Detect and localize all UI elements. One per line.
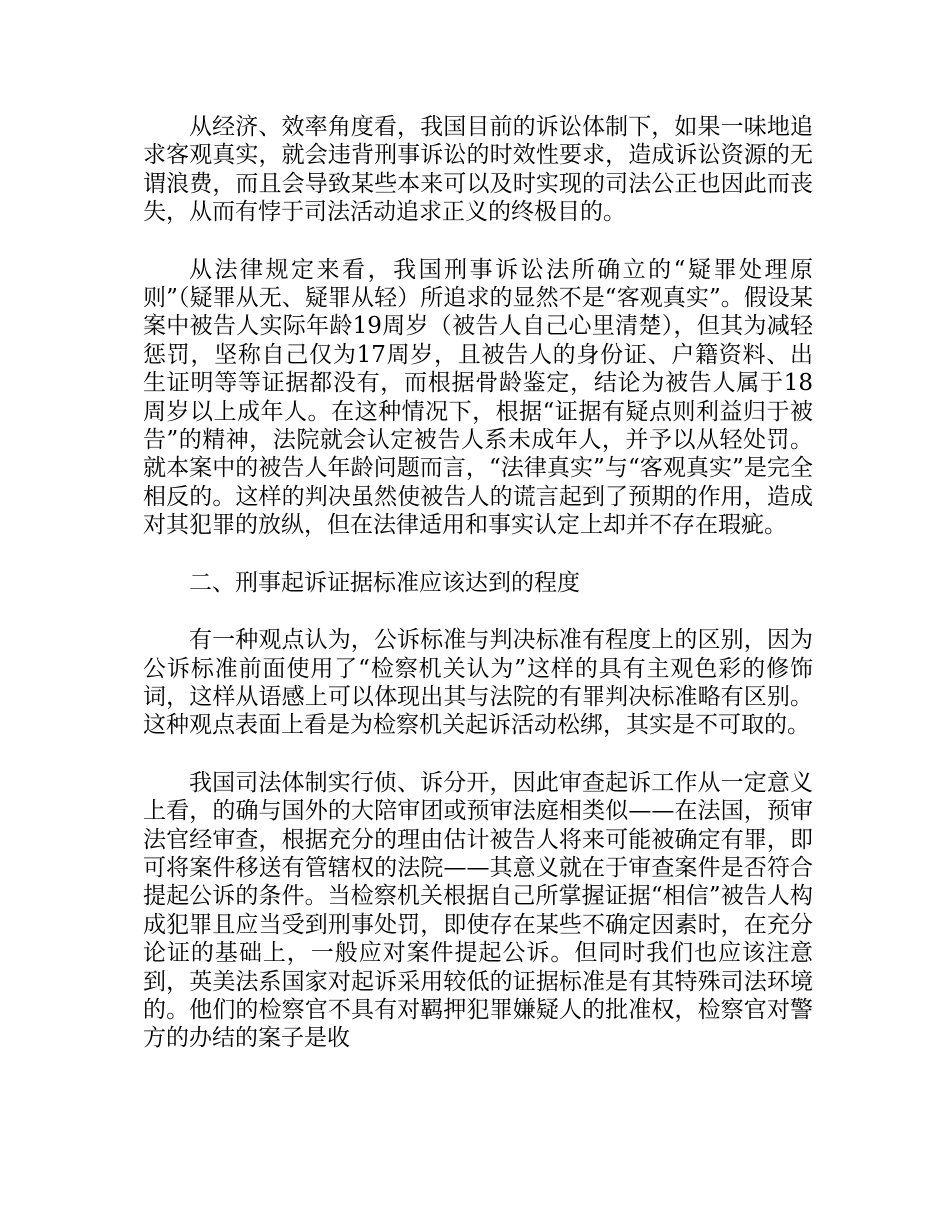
document-body xyxy=(143,113,813,1082)
paragraph-legal-provisions: 从法律规定来看，我国刑事诉讼法所确立的“疑罪处理原则”（疑罪从无、疑罪从轻）所追求的显然不是“客观真实”。假设某案中被告人实际年龄19周岁（被告人自己心里清楚），但其为减轻惩罚，坚称自己仅为17周岁，且被告人的身份证、户籍资料、出生证明等等证据都没有，而根据骨龄鉴定，结论为被告人属于18周岁以上成年人。在这种情况下，根据“证据有疑点则利益归于被告”的精神，法院就会认定被告人系未成年人，并予以从轻处罚。就本案中的被告人年龄问题而言，“法律真实”与“客观真实”是完全相反的。这样的判决虽然使被告人的谎言起到了预期的作用，造成对其犯罪的放纵，但在法律适用和事实认定上却并不存在瑕疵。 xyxy=(143,256,813,539)
section-heading: 二、刑事起诉证据标准应该达到的程度 xyxy=(189,569,580,596)
paragraph-efficiency: 从经济、效率角度看，我国目前的诉讼体制下，如果一味地追求客观真实，就会违背刑事诉讼的时效性要求，造成诉讼资源的无谓浪费，而且会导致某些本来可以及时实现的司法公正也因此而丧失，从而有悖于司法活动追求正义的终极目的。 xyxy=(143,114,813,226)
paragraph-judicial-system: 我国司法体制实行侦、诉分开，因此审查起诉工作从一定意义上看，的确与国外的大陪审团或预审法庭相类似——在法国，预审法官经审查，根据充分的理由估计被告人将来可能被确定有罪，即可将案件移送有管辖权的法院——其意义就在于审查案件是否符合提起公诉的条件。当检察机关根据自己所掌握证据“相信”被告人构成犯罪且应当受到刑事处罚，即使存在某些不确定因素时，在充分论证的基础上，一般应对案件提起公诉。但同时我们也应该注意到，英美法系国家对起诉采用较低的证据标准是有其特殊司法环境的。他们的检察官不具有对羁押犯罪嫌疑人的批准权，检察官对警方的办结的案子是收 xyxy=(143,769,813,1052)
paragraph-viewpoint: 有一种观点认为，公诉标准与判决标准有程度上的区别，因为公诉标准前面使用了“检察机关认为”这样的具有主观色彩的修饰词，这样从语感上可以体现出其与法院的有罪判决标准略有区别。这种观点表面上看是为检察机关起诉活动松绑，其实是不可取的。 xyxy=(143,627,813,739)
